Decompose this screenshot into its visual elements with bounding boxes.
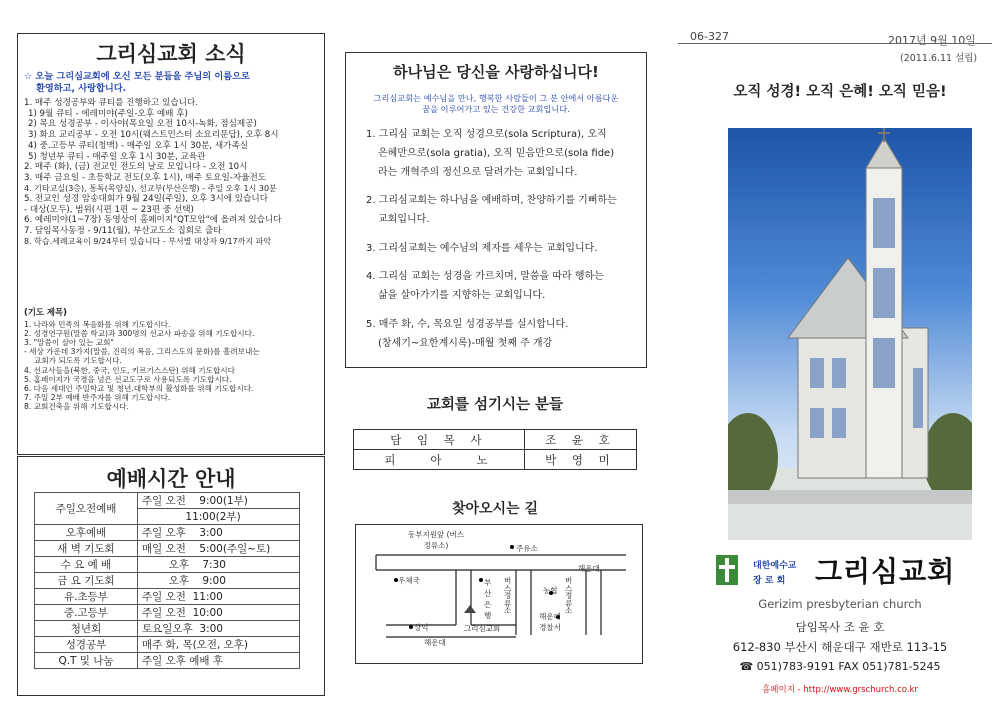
homepage-link[interactable]: 홈페이지 - http://www.grschurch.co.kr	[762, 685, 918, 695]
news-item: - 대상(모두), 범위(시편 1편 ~ 23편 중 선택)	[24, 204, 194, 215]
staff-person: 조 윤 호	[524, 430, 636, 450]
service-name: 오후예배	[35, 525, 138, 541]
table-row	[35, 589, 300, 605]
pastor-name: 담임목사 조 윤 호	[795, 620, 885, 634]
church-name: 그리심교회	[815, 555, 956, 588]
denomination-line1: 대한예수교	[753, 561, 797, 571]
prayer-item: 3. "말씀이 살아 있는 교회"	[24, 338, 114, 348]
directions-map	[355, 524, 643, 664]
map-label-bus1: 버스정류소	[504, 576, 512, 615]
directions-title: 찾아오시는 길	[451, 501, 539, 517]
map-label-gas: 주유소	[516, 544, 538, 553]
map-roads	[356, 525, 642, 663]
table-row	[35, 557, 300, 573]
news-item: 5. 전교인 성경 암송대회가 9월 24일(주일), 오후 3시에 있습니다	[24, 193, 268, 204]
prayer-item: - 세상 가운데 3가지(말씀, 진리의 복음, 그리스도의 문화)를 흘려보내는	[24, 347, 260, 357]
prayer-item: 8. 교회건축을 위해 기도합시다.	[24, 401, 129, 411]
service-name: 금 요 기도회	[35, 573, 138, 589]
love-para-2	[366, 191, 636, 229]
para-line: 3. 그리심교회는 예수님의 제자를 세우는 교회입니다.	[366, 243, 598, 254]
love-title: 하나님은 당신을 사랑하십니다!	[393, 63, 599, 81]
service-time: 주일 오후 예배 후	[138, 653, 300, 669]
love-para-3	[366, 239, 636, 258]
issue-number: 06-327	[690, 30, 729, 43]
table-row	[35, 653, 300, 669]
church-phone: ☎ 051)783-9191 FAX 051)781-5245	[739, 660, 941, 673]
denomination-line2: 장 로 회	[753, 576, 786, 586]
table-row	[35, 605, 300, 621]
news-item: 3. 매주 금요일 - 초등학교 전도(오후 1시), 매주 토요일-자율전도	[24, 173, 267, 184]
service-time: 매일 오전 5:00(주일~토)	[138, 541, 300, 557]
map-label-bus2: 버스정류소	[565, 576, 573, 615]
table-row	[35, 637, 300, 653]
church-building-image	[728, 128, 972, 540]
news-item: 5) 청년부 큐티 - 매주일 오후 1시 30분, 교육관	[28, 151, 206, 162]
service-name: 청년회	[35, 621, 138, 637]
news-item: 1) 9월 큐티 - 에레미야(주일-오후 예배 후)	[28, 108, 188, 119]
motto: 오직 성경! 오직 은혜! 오직 믿음!	[733, 84, 947, 100]
table-row	[354, 430, 637, 450]
news-box	[17, 33, 325, 455]
news-item: 2) 목요 성경공부 - 이사야(목요일 오전 10시-녹화, 점심제공)	[28, 119, 257, 130]
map-label-haeundae2: 해운대	[424, 638, 446, 647]
service-time: 매주 화, 목(오전, 오후)	[138, 637, 300, 653]
para-line: 2. 그리심교회는 하나님을 예배하며, 찬양하기를 기뻐하는	[366, 195, 617, 206]
staff-title: 교회를 섬기시는 분들	[426, 397, 564, 413]
service-time: 주일 오전 10:00	[138, 605, 300, 621]
news-item: 3) 화요 교리공부 - 오전 10시(웨스트민스터 소요리문답), 오후 8시	[28, 130, 279, 141]
church-english-name: Gerizim presbyterian church	[758, 597, 922, 611]
news-item: 8. 학습.세례교육이 9/24부터 있습니다 - 부서별 대상자 9/17까지 파악	[24, 236, 272, 246]
love-para-5	[366, 315, 636, 353]
para-line: 라는 개혁주의 정신으로 달려가는 교회입니다.	[378, 167, 578, 178]
notice-line2: 환영하고, 사랑합니다.	[36, 83, 127, 94]
service-name: 유.초등부	[35, 589, 138, 605]
news-item: 2. 매주 (화), (금) 전교인 전도의 날로 모입니다 - 오전 10시	[24, 162, 248, 173]
prayer-title: (기도 제목)	[24, 307, 67, 317]
love-subtitle-2: 꿈을 이루어가고 있는 건강한 교회입니다.	[422, 104, 570, 114]
news-item: 1. 매주 성경공부와 큐티를 진행하고 있습니다.	[24, 98, 199, 108]
service-time: 주일 오후 3:00	[138, 525, 300, 541]
news-item: 4) 중.고등부 큐티(청맥) - 매주일 오후 1시 30분, 새가족실	[28, 140, 249, 151]
para-line: 4. 그리심 교회는 성경을 가르치며, 말씀을 따라 행하는	[366, 271, 604, 282]
love-subtitle-1: 그리심교회는 예수님을 만나, 행복한 사람들이 그 분 안에서 아름다운	[373, 93, 619, 103]
notice-line1: ☆ 오늘 그리심교회에 오신 모든 분들을 주님의 이름으로	[24, 71, 250, 82]
worship-table	[34, 492, 300, 669]
prayer-item: 7. 주일 2부 예배 반주자를 위해 기도합시다.	[24, 392, 171, 402]
love-box	[345, 52, 647, 368]
news-item: 4. 기타교실(3층), 통독(목양실), 선교부(부산은행) - 주일 오후 1시 30분	[24, 183, 277, 193]
love-para-4	[366, 267, 636, 305]
church-illustration	[728, 128, 972, 540]
table-row	[35, 525, 300, 541]
staff-role: 피 아 노	[354, 450, 525, 470]
prayer-item: 1. 나라와 민족의 복음화를 위해 기도합시다.	[24, 320, 171, 329]
header-divider	[678, 43, 992, 44]
prayer-item: 5. 홈페이지가 국경을 넘은 선교도구로 사용되도록 기도합시다.	[24, 374, 232, 384]
map-label-church: 그리심교회	[464, 624, 501, 633]
news-item: 6. 예레미야(1~7장) 동영상이 홈페이지"QT모암"에 올려져 있습니다	[24, 215, 282, 226]
map-label-post: 우체국	[398, 576, 420, 585]
service-time: 오후 9:00	[138, 573, 300, 589]
map-label-bank: 부산은행	[484, 578, 492, 620]
service-name: 성경공부	[35, 637, 138, 653]
church-logo-icon	[716, 555, 738, 585]
para-line: 삶을 살아가기를 지향하는 교회입니다.	[378, 290, 546, 301]
service-time: 토요일오후 3:00	[138, 621, 300, 637]
map-label-sangak: 상익	[414, 623, 429, 632]
staff-person: 박 영 미	[524, 450, 636, 470]
service-time: 오후 7:30	[138, 557, 300, 573]
para-line: 5. 매주 화, 수, 목요일 성경공부를 실시합니다.	[366, 319, 569, 330]
prayer-list	[24, 320, 260, 411]
service-time: 주일 오전 9:00(1부)	[138, 493, 300, 509]
love-para-1	[366, 125, 636, 182]
service-time: 11:00(2부)	[138, 509, 300, 525]
founded-date: (2011.6.11 설립)	[900, 53, 978, 64]
table-row	[35, 621, 300, 637]
issue-date: 2017년 9월 10일	[888, 34, 976, 47]
news-title: 그리심교회 소식	[96, 42, 246, 66]
prayer-item: 6. 다음 세대인 주일학교 및 청년.대학부의 활성화를 위해 기도합시다.	[24, 383, 254, 393]
table-row	[354, 450, 637, 470]
para-line: 교회입니다.	[378, 214, 430, 225]
news-items	[24, 98, 282, 247]
service-name: 새 벽 기도회	[35, 541, 138, 557]
para-line: 은혜만으로(sola gratia), 오직 믿음만으로(sola fide)	[378, 148, 615, 159]
map-label-haeundae: 해운대	[578, 564, 600, 573]
table-row	[35, 573, 300, 589]
map-label-bus-stop: 동부지원앞 (버스정류소)	[407, 530, 465, 550]
worship-title: 예배시간 안내	[106, 467, 236, 491]
para-line: (창세기~요한계시록)-매월 첫째 주 개강	[378, 338, 553, 349]
service-name: 주일오전예배	[35, 493, 138, 525]
staff-table	[353, 429, 637, 470]
para-line: 1. 그리심 교회는 오직 성경으로(sola Scriptura), 오직	[366, 129, 607, 140]
service-name: Q.T 및 나눔	[35, 653, 138, 669]
church-address: 612-830 부산시 해운대구 재반로 113-15	[732, 640, 948, 654]
map-label-police: 해운대경찰서	[539, 612, 561, 632]
prayer-item: 4. 선교사들을(북한, 중국, 인도, 키르기스스탄) 위해 기도합시다	[24, 365, 235, 375]
service-name: 수 요 예 배	[35, 557, 138, 573]
prayer-item: 2. 성경연구원(말씀 학교)과 300명의 선교사 파송을 위해 기도합시다.	[24, 329, 255, 339]
map-label-nonghyup: 농협	[543, 586, 558, 595]
table-row	[35, 493, 300, 509]
staff-role: 담 임 목 사	[354, 430, 525, 450]
table-row	[35, 541, 300, 557]
service-name: 중.고등부	[35, 605, 138, 621]
prayer-item: 교회가 되도록 기도합시다.	[34, 356, 122, 366]
news-item: 7. 담임목사동정 - 9/11(월), 부산교도소 집회로 출타	[24, 226, 222, 237]
service-time: 주일 오전 11:00	[138, 589, 300, 605]
